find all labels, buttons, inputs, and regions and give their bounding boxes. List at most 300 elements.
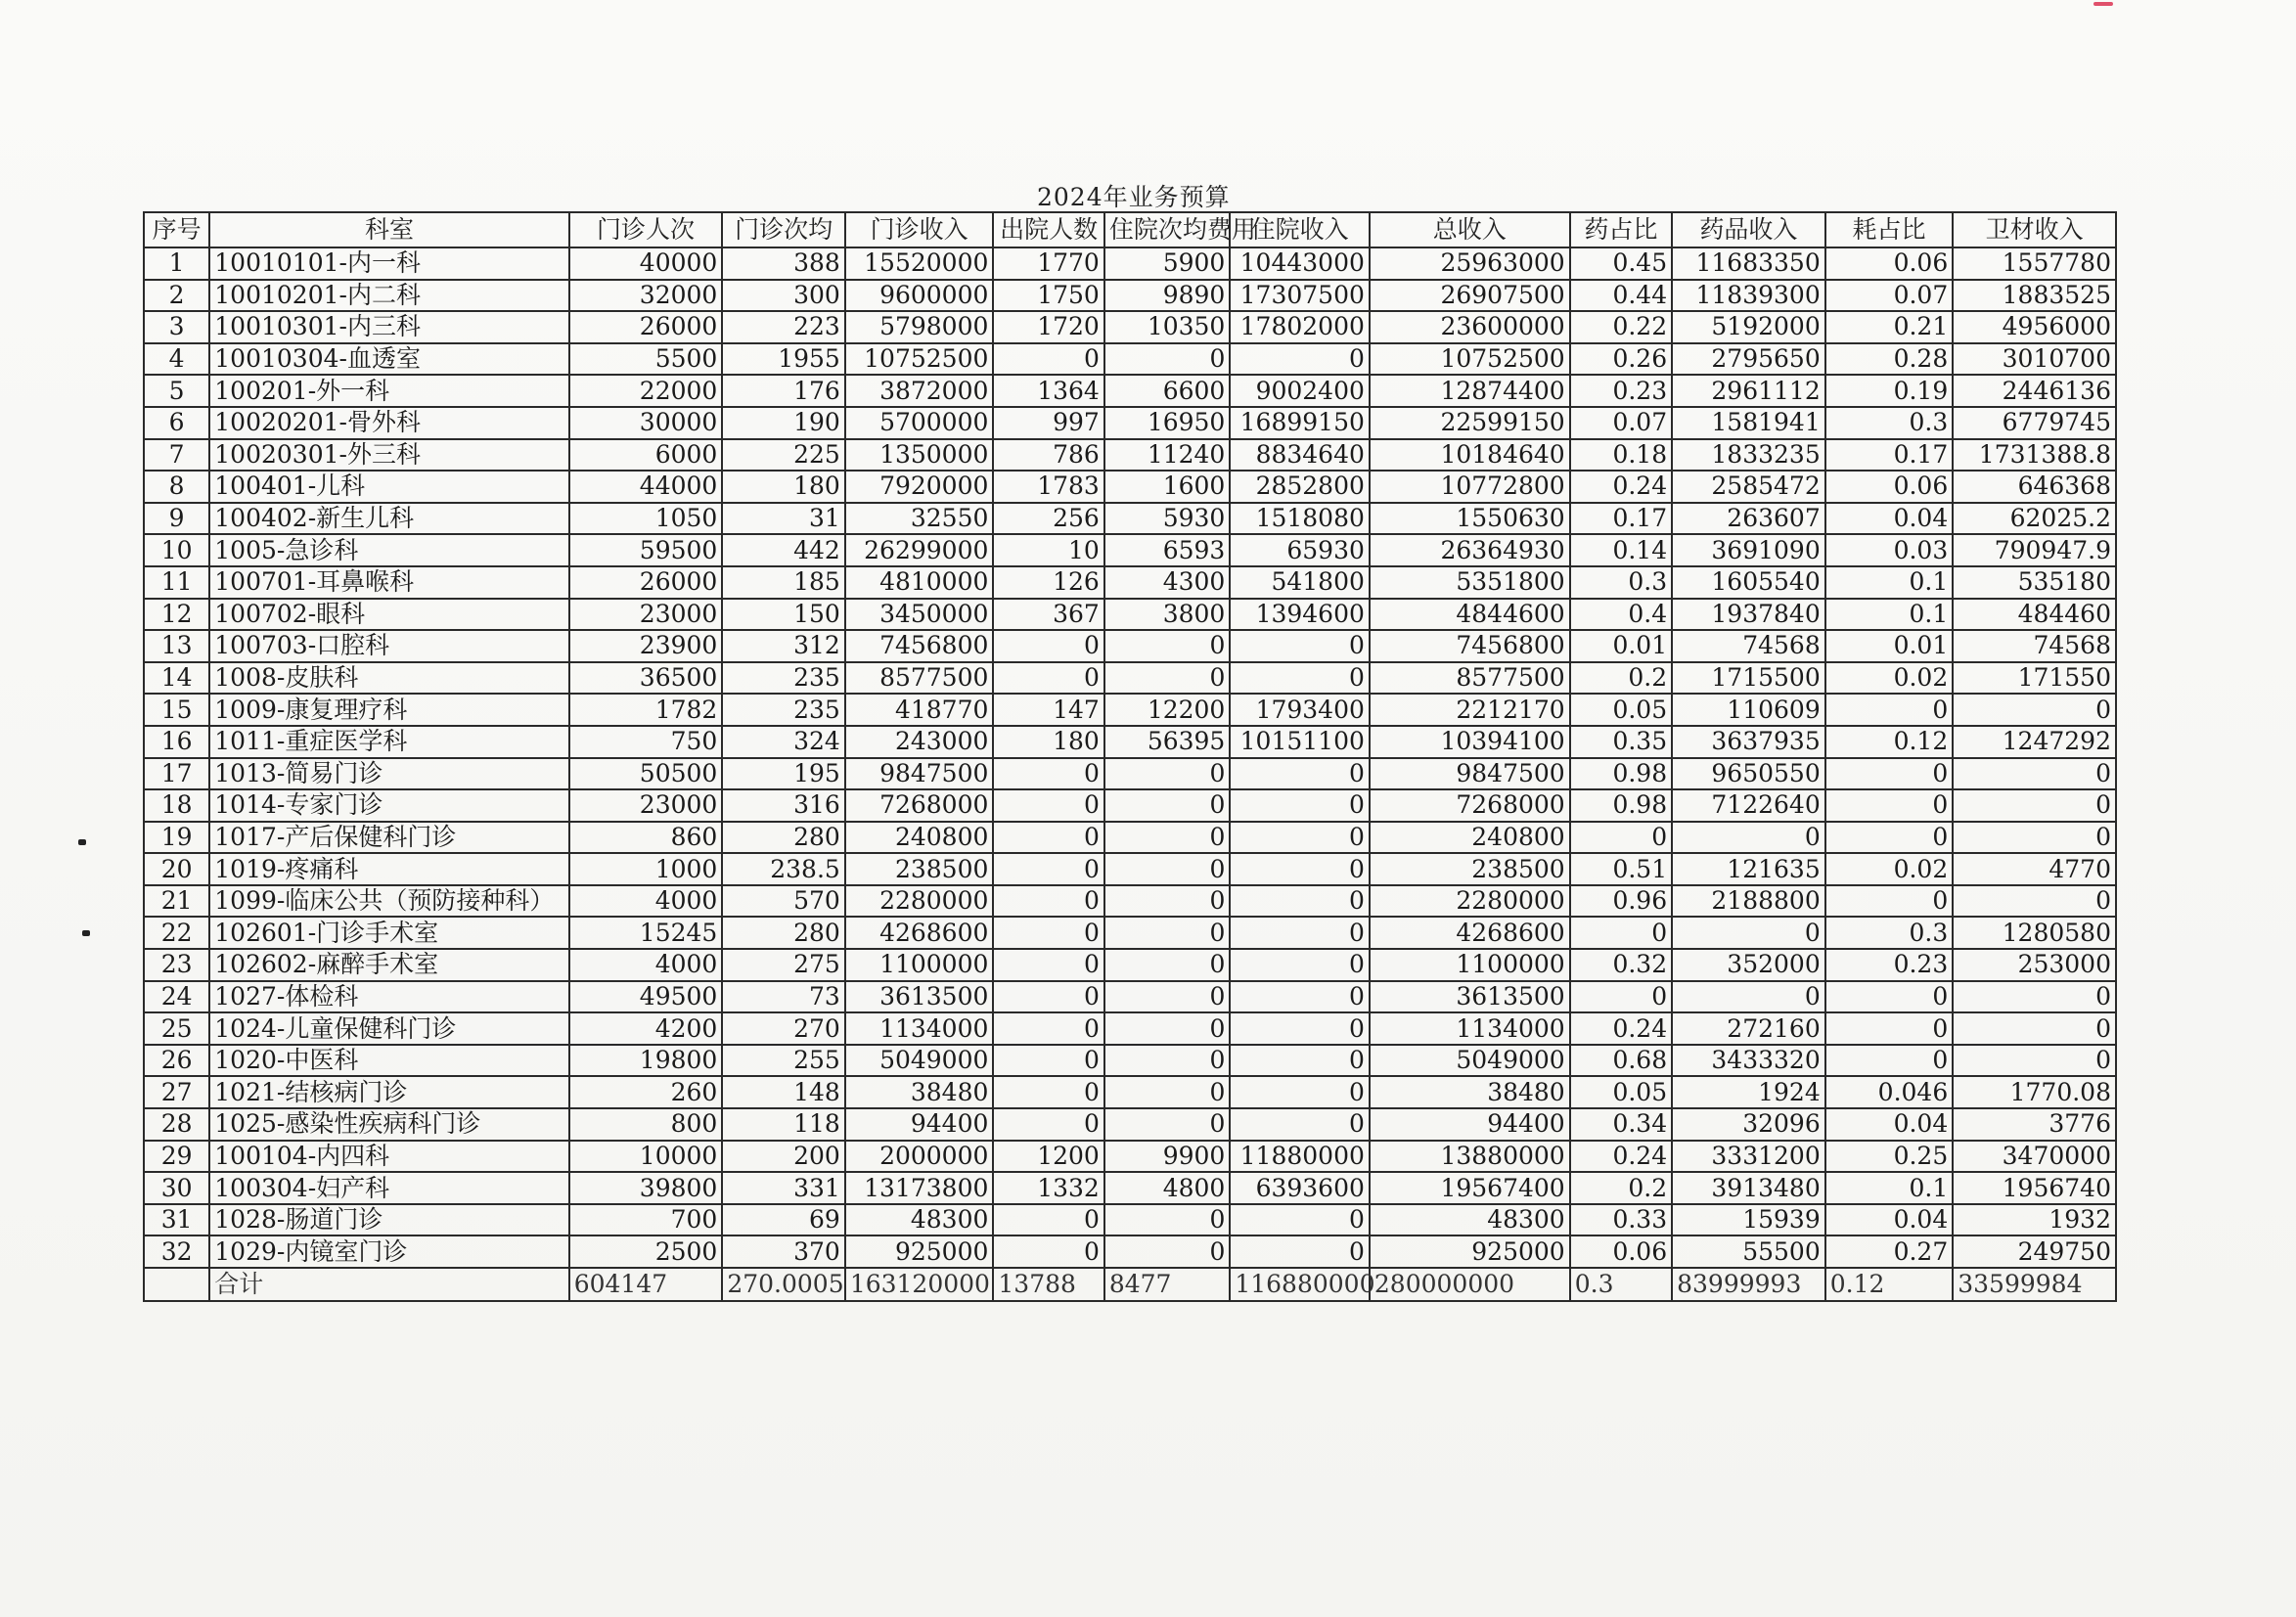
value-cell: 3613500 — [1370, 981, 1570, 1013]
department-cell: 1005-急诊科 — [209, 534, 568, 566]
value-cell: 3691090 — [1672, 534, 1825, 566]
value-cell: 12874400 — [1370, 375, 1570, 407]
value-cell: 9890 — [1104, 280, 1231, 312]
value-cell: 10443000 — [1230, 247, 1370, 280]
header-row — [144, 212, 2116, 247]
table-row — [144, 758, 2116, 790]
value-cell: 126 — [993, 566, 1103, 599]
value-cell: 1600 — [1104, 471, 1231, 503]
value-cell: 0.26 — [1570, 343, 1672, 376]
value-cell: 0.01 — [1825, 630, 1954, 662]
department-cell: 1020-中医科 — [209, 1045, 568, 1077]
value-cell: 11880000 — [1230, 1141, 1370, 1173]
value-cell: 1200 — [993, 1141, 1103, 1173]
value-cell: 0.32 — [1570, 949, 1672, 981]
total-value-cell: 0.3 — [1570, 1268, 1672, 1301]
table-row — [144, 630, 2116, 662]
value-cell: 0.06 — [1825, 471, 1954, 503]
value-cell: 0.04 — [1825, 1108, 1954, 1141]
value-cell: 312 — [722, 630, 844, 662]
value-cell: 2500 — [569, 1235, 723, 1268]
department-cell: 1008-皮肤科 — [209, 662, 568, 695]
value-cell: 235 — [722, 694, 844, 726]
value-cell: 300 — [722, 280, 844, 312]
value-cell: 0 — [1230, 1235, 1370, 1268]
department-cell: 10010201-内二科 — [209, 280, 568, 312]
value-cell: 0.44 — [1570, 280, 1672, 312]
row-index-cell: 1 — [144, 247, 209, 280]
value-cell: 0 — [1230, 822, 1370, 854]
table-row — [144, 789, 2116, 822]
value-cell: 1364 — [993, 375, 1103, 407]
value-cell: 19800 — [569, 1045, 723, 1077]
value-cell: 0 — [1104, 1235, 1231, 1268]
value-cell: 10151100 — [1230, 726, 1370, 758]
value-cell: 0 — [1230, 885, 1370, 918]
value-cell: 30000 — [569, 407, 723, 439]
value-cell: 2000000 — [845, 1141, 994, 1173]
table-row — [144, 1235, 2116, 1268]
value-cell: 0.21 — [1825, 311, 1954, 343]
total-value-cell: 280000000 — [1370, 1268, 1570, 1301]
value-cell: 25963000 — [1370, 247, 1570, 280]
value-cell: 10394100 — [1370, 726, 1570, 758]
table-row — [144, 503, 2116, 535]
value-cell: 0 — [1230, 758, 1370, 790]
value-cell: 1000 — [569, 853, 723, 885]
value-cell: 786 — [993, 439, 1103, 472]
department-cell: 10010301-内三科 — [209, 311, 568, 343]
column-header: 出院人数 — [993, 212, 1103, 247]
column-header: 住院收入 — [1230, 212, 1370, 247]
value-cell: 1350000 — [845, 439, 994, 472]
value-cell: 1937840 — [1672, 599, 1825, 631]
value-cell: 6000 — [569, 439, 723, 472]
value-cell: 0.17 — [1825, 439, 1954, 472]
row-index-cell: 19 — [144, 822, 209, 854]
value-cell: 235 — [722, 662, 844, 695]
value-cell: 0 — [1104, 949, 1231, 981]
value-cell: 535180 — [1953, 566, 2116, 599]
value-cell: 0.1 — [1825, 599, 1954, 631]
value-cell: 26364930 — [1370, 534, 1570, 566]
department-cell: 10020201-骨外科 — [209, 407, 568, 439]
value-cell: 10772800 — [1370, 471, 1570, 503]
value-cell: 0.68 — [1570, 1045, 1672, 1077]
value-cell: 0 — [1953, 822, 2116, 854]
value-cell: 790947.9 — [1953, 534, 2116, 566]
total-label-cell: 合计 — [209, 1268, 568, 1301]
value-cell: 3010700 — [1953, 343, 2116, 376]
value-cell: 0 — [1953, 1012, 2116, 1045]
value-cell: 0.1 — [1825, 566, 1954, 599]
value-cell: 0.07 — [1825, 280, 1954, 312]
red-ink-mark — [2093, 2, 2113, 6]
margin-dot — [78, 839, 86, 845]
value-cell: 0.01 — [1570, 630, 1672, 662]
value-cell: 1394600 — [1230, 599, 1370, 631]
value-cell: 1770.08 — [1953, 1076, 2116, 1108]
value-cell: 73 — [722, 981, 844, 1013]
value-cell: 4300 — [1104, 566, 1231, 599]
value-cell: 1731388.8 — [1953, 439, 2116, 472]
value-cell: 65930 — [1230, 534, 1370, 566]
value-cell: 0 — [1570, 981, 1672, 1013]
value-cell: 32096 — [1672, 1108, 1825, 1141]
value-cell: 0 — [1104, 662, 1231, 695]
value-cell: 925000 — [1370, 1235, 1570, 1268]
row-index-cell: 5 — [144, 375, 209, 407]
value-cell: 0 — [993, 1045, 1103, 1077]
value-cell: 1770 — [993, 247, 1103, 280]
value-cell: 0 — [1230, 1076, 1370, 1108]
row-index-cell: 14 — [144, 662, 209, 695]
value-cell: 280 — [722, 917, 844, 949]
value-cell: 1280580 — [1953, 917, 2116, 949]
value-cell: 10350 — [1104, 311, 1231, 343]
value-cell: 0.27 — [1825, 1235, 1954, 1268]
value-cell: 1550630 — [1370, 503, 1570, 535]
value-cell: 2961112 — [1672, 375, 1825, 407]
value-cell: 0 — [1104, 1012, 1231, 1045]
value-cell: 5049000 — [1370, 1045, 1570, 1077]
department-cell: 1021-结核病门诊 — [209, 1076, 568, 1108]
row-index-cell: 24 — [144, 981, 209, 1013]
table-row — [144, 726, 2116, 758]
value-cell: 32000 — [569, 280, 723, 312]
table-row — [144, 1108, 2116, 1141]
row-index-cell: 30 — [144, 1172, 209, 1204]
department-cell: 100304-妇产科 — [209, 1172, 568, 1204]
value-cell: 50500 — [569, 758, 723, 790]
value-cell: 0.51 — [1570, 853, 1672, 885]
value-cell: 0 — [993, 1235, 1103, 1268]
total-value-cell: 83999993 — [1672, 1268, 1825, 1301]
department-cell: 1025-感染性疾病科门诊 — [209, 1108, 568, 1141]
value-cell: 190 — [722, 407, 844, 439]
value-cell: 0 — [1825, 1045, 1954, 1077]
value-cell: 2188800 — [1672, 885, 1825, 918]
table-row — [144, 280, 2116, 312]
value-cell: 0 — [1104, 789, 1231, 822]
value-cell: 4200 — [569, 1012, 723, 1045]
value-cell: 148 — [722, 1076, 844, 1108]
value-cell: 13173800 — [845, 1172, 994, 1204]
value-cell: 249750 — [1953, 1235, 2116, 1268]
value-cell: 38480 — [845, 1076, 994, 1108]
row-index-cell: 10 — [144, 534, 209, 566]
value-cell: 49500 — [569, 981, 723, 1013]
table-row — [144, 375, 2116, 407]
value-cell: 7122640 — [1672, 789, 1825, 822]
value-cell: 0 — [1230, 1204, 1370, 1236]
value-cell: 1955 — [722, 343, 844, 376]
value-cell: 9600000 — [845, 280, 994, 312]
value-cell: 26299000 — [845, 534, 994, 566]
table-body — [144, 247, 2116, 1301]
table-row — [144, 1172, 2116, 1204]
value-cell: 238.5 — [722, 853, 844, 885]
value-cell: 4810000 — [845, 566, 994, 599]
value-cell: 9650550 — [1672, 758, 1825, 790]
value-cell: 4268600 — [1370, 917, 1570, 949]
total-value-cell: 604147 — [569, 1268, 723, 1301]
value-cell: 484460 — [1953, 599, 2116, 631]
value-cell: 1557780 — [1953, 247, 2116, 280]
value-cell: 2795650 — [1672, 343, 1825, 376]
row-index-cell: 23 — [144, 949, 209, 981]
table-title: 2024年业务预算 — [1037, 183, 1231, 211]
column-header: 耗占比 — [1825, 212, 1954, 247]
row-index-cell: 21 — [144, 885, 209, 918]
value-cell: 8577500 — [845, 662, 994, 695]
value-cell: 0.05 — [1570, 1076, 1672, 1108]
row-index-cell: 32 — [144, 1235, 209, 1268]
value-cell: 23000 — [569, 599, 723, 631]
value-cell: 1134000 — [845, 1012, 994, 1045]
department-cell: 102601-门诊手术室 — [209, 917, 568, 949]
value-cell: 0 — [1104, 1076, 1231, 1108]
value-cell: 0.23 — [1570, 375, 1672, 407]
value-cell: 0 — [1953, 1045, 2116, 1077]
value-cell: 800 — [569, 1108, 723, 1141]
row-index-cell: 18 — [144, 789, 209, 822]
value-cell: 0.18 — [1570, 439, 1672, 472]
value-cell: 0 — [1104, 343, 1231, 376]
value-cell: 10 — [993, 534, 1103, 566]
value-cell: 253000 — [1953, 949, 2116, 981]
row-index-cell: 13 — [144, 630, 209, 662]
value-cell: 1332 — [993, 1172, 1103, 1204]
value-cell: 185 — [722, 566, 844, 599]
column-header: 门诊收入 — [845, 212, 994, 247]
value-cell: 11839300 — [1672, 280, 1825, 312]
table-row — [144, 1076, 2116, 1108]
value-cell: 1956740 — [1953, 1172, 2116, 1204]
column-header: 卫材收入 — [1953, 212, 2116, 247]
value-cell: 3872000 — [845, 375, 994, 407]
value-cell: 5049000 — [845, 1045, 994, 1077]
value-cell: 23600000 — [1370, 311, 1570, 343]
value-cell: 331 — [722, 1172, 844, 1204]
value-cell: 3613500 — [845, 981, 994, 1013]
value-cell: 0 — [1230, 917, 1370, 949]
value-cell: 3800 — [1104, 599, 1231, 631]
value-cell: 3913480 — [1672, 1172, 1825, 1204]
value-cell: 40000 — [569, 247, 723, 280]
value-cell: 22599150 — [1370, 407, 1570, 439]
value-cell: 2212170 — [1370, 694, 1570, 726]
value-cell: 3637935 — [1672, 726, 1825, 758]
value-cell: 0.2 — [1570, 1172, 1672, 1204]
value-cell: 4268600 — [845, 917, 994, 949]
value-cell: 0 — [1104, 822, 1231, 854]
row-index-cell: 15 — [144, 694, 209, 726]
value-cell: 10184640 — [1370, 439, 1570, 472]
budget-table — [143, 211, 2117, 1302]
department-cell: 1014-专家门诊 — [209, 789, 568, 822]
row-index-cell: 6 — [144, 407, 209, 439]
value-cell: 48300 — [1370, 1204, 1570, 1236]
value-cell: 260 — [569, 1076, 723, 1108]
value-cell: 316 — [722, 789, 844, 822]
department-cell: 1099-临床公共（预防接种科） — [209, 885, 568, 918]
value-cell: 0 — [1825, 789, 1954, 822]
department-cell: 1009-康复理疗科 — [209, 694, 568, 726]
value-cell: 32550 — [845, 503, 994, 535]
department-cell: 100401-儿科 — [209, 471, 568, 503]
value-cell: 94400 — [1370, 1108, 1570, 1141]
value-cell: 6393600 — [1230, 1172, 1370, 1204]
value-cell: 0.45 — [1570, 247, 1672, 280]
value-cell: 23900 — [569, 630, 723, 662]
value-cell: 0 — [993, 853, 1103, 885]
column-header: 药品收入 — [1672, 212, 1825, 247]
total-row — [144, 1268, 2116, 1301]
total-value-cell: 8477 — [1104, 1268, 1231, 1301]
value-cell: 0.34 — [1570, 1108, 1672, 1141]
value-cell: 7268000 — [845, 789, 994, 822]
value-cell: 0 — [1104, 853, 1231, 885]
value-cell: 16950 — [1104, 407, 1231, 439]
value-cell: 3776 — [1953, 1108, 2116, 1141]
value-cell: 0 — [1953, 981, 2116, 1013]
value-cell: 0 — [1825, 694, 1954, 726]
value-cell: 9847500 — [1370, 758, 1570, 790]
value-cell: 925000 — [845, 1235, 994, 1268]
department-cell: 100701-耳鼻喉科 — [209, 566, 568, 599]
value-cell: 750 — [569, 726, 723, 758]
department-cell: 1028-肠道门诊 — [209, 1204, 568, 1236]
value-cell: 1750 — [993, 280, 1103, 312]
value-cell: 147 — [993, 694, 1103, 726]
value-cell: 0 — [993, 1108, 1103, 1141]
department-cell: 100104-内四科 — [209, 1141, 568, 1173]
table-row — [144, 1141, 2116, 1173]
value-cell: 10000 — [569, 1141, 723, 1173]
table-row — [144, 1045, 2116, 1077]
value-cell: 74568 — [1672, 630, 1825, 662]
value-cell: 0 — [1825, 1012, 1954, 1045]
value-cell: 324 — [722, 726, 844, 758]
value-cell: 0.24 — [1570, 1141, 1672, 1173]
value-cell: 62025.2 — [1953, 503, 2116, 535]
table-row — [144, 471, 2116, 503]
value-cell: 4844600 — [1370, 599, 1570, 631]
table-row — [144, 853, 2116, 885]
value-cell: 48300 — [845, 1204, 994, 1236]
value-cell: 1100000 — [1370, 949, 1570, 981]
value-cell: 5192000 — [1672, 311, 1825, 343]
value-cell: 22000 — [569, 375, 723, 407]
value-cell: 1924 — [1672, 1076, 1825, 1108]
table-row — [144, 343, 2116, 376]
value-cell: 0 — [1104, 758, 1231, 790]
value-cell: 240800 — [1370, 822, 1570, 854]
value-cell: 0 — [1104, 981, 1231, 1013]
margin-dot — [82, 930, 90, 936]
value-cell: 15245 — [569, 917, 723, 949]
value-cell: 240800 — [845, 822, 994, 854]
value-cell: 1247292 — [1953, 726, 2116, 758]
row-index-cell: 4 — [144, 343, 209, 376]
value-cell: 0 — [1230, 1108, 1370, 1141]
value-cell: 26907500 — [1370, 280, 1570, 312]
value-cell: 0 — [993, 343, 1103, 376]
value-cell: 0 — [1104, 885, 1231, 918]
table-row — [144, 885, 2116, 918]
value-cell: 0.96 — [1570, 885, 1672, 918]
value-cell: 0 — [1825, 981, 1954, 1013]
table-row — [144, 1012, 2116, 1045]
total-value-cell: 33599984 — [1953, 1268, 2116, 1301]
value-cell: 121635 — [1672, 853, 1825, 885]
value-cell: 7920000 — [845, 471, 994, 503]
value-cell: 0.03 — [1825, 534, 1954, 566]
value-cell: 4956000 — [1953, 311, 2116, 343]
value-cell: 0.4 — [1570, 599, 1672, 631]
value-cell: 5900 — [1104, 247, 1231, 280]
value-cell: 0.17 — [1570, 503, 1672, 535]
value-cell: 118 — [722, 1108, 844, 1141]
value-cell: 0.24 — [1570, 1012, 1672, 1045]
value-cell: 223 — [722, 311, 844, 343]
value-cell: 0 — [1230, 853, 1370, 885]
value-cell: 0 — [1230, 1012, 1370, 1045]
value-cell: 0 — [1672, 822, 1825, 854]
value-cell: 0 — [1570, 917, 1672, 949]
value-cell: 1782 — [569, 694, 723, 726]
value-cell: 370 — [722, 1235, 844, 1268]
value-cell: 388 — [722, 247, 844, 280]
row-index-cell: 16 — [144, 726, 209, 758]
department-cell: 1027-体检科 — [209, 981, 568, 1013]
value-cell: 1720 — [993, 311, 1103, 343]
value-cell: 200 — [722, 1141, 844, 1173]
value-cell: 3433320 — [1672, 1045, 1825, 1077]
department-cell: 1017-产后保健科门诊 — [209, 822, 568, 854]
column-header: 总收入 — [1370, 212, 1570, 247]
table-row — [144, 311, 2116, 343]
value-cell: 4800 — [1104, 1172, 1231, 1204]
value-cell: 26000 — [569, 311, 723, 343]
value-cell: 275 — [722, 949, 844, 981]
value-cell: 6593 — [1104, 534, 1231, 566]
value-cell: 10752500 — [845, 343, 994, 376]
row-index-cell: 11 — [144, 566, 209, 599]
column-header: 门诊人次 — [569, 212, 723, 247]
value-cell: 0.19 — [1825, 375, 1954, 407]
value-cell: 3331200 — [1672, 1141, 1825, 1173]
value-cell: 1581941 — [1672, 407, 1825, 439]
value-cell: 1932 — [1953, 1204, 2116, 1236]
row-index-cell: 3 — [144, 311, 209, 343]
value-cell: 0 — [993, 1012, 1103, 1045]
value-cell: 1050 — [569, 503, 723, 535]
value-cell: 0 — [993, 1204, 1103, 1236]
value-cell: 0 — [1230, 981, 1370, 1013]
value-cell: 0.05 — [1570, 694, 1672, 726]
value-cell: 256 — [993, 503, 1103, 535]
row-index-cell: 26 — [144, 1045, 209, 1077]
value-cell: 0 — [1953, 694, 2116, 726]
value-cell: 7456800 — [1370, 630, 1570, 662]
value-cell: 0 — [1672, 917, 1825, 949]
value-cell: 2852800 — [1230, 471, 1370, 503]
column-header: 序号 — [144, 212, 209, 247]
value-cell: 0.3 — [1825, 407, 1954, 439]
value-cell: 3470000 — [1953, 1141, 2116, 1173]
